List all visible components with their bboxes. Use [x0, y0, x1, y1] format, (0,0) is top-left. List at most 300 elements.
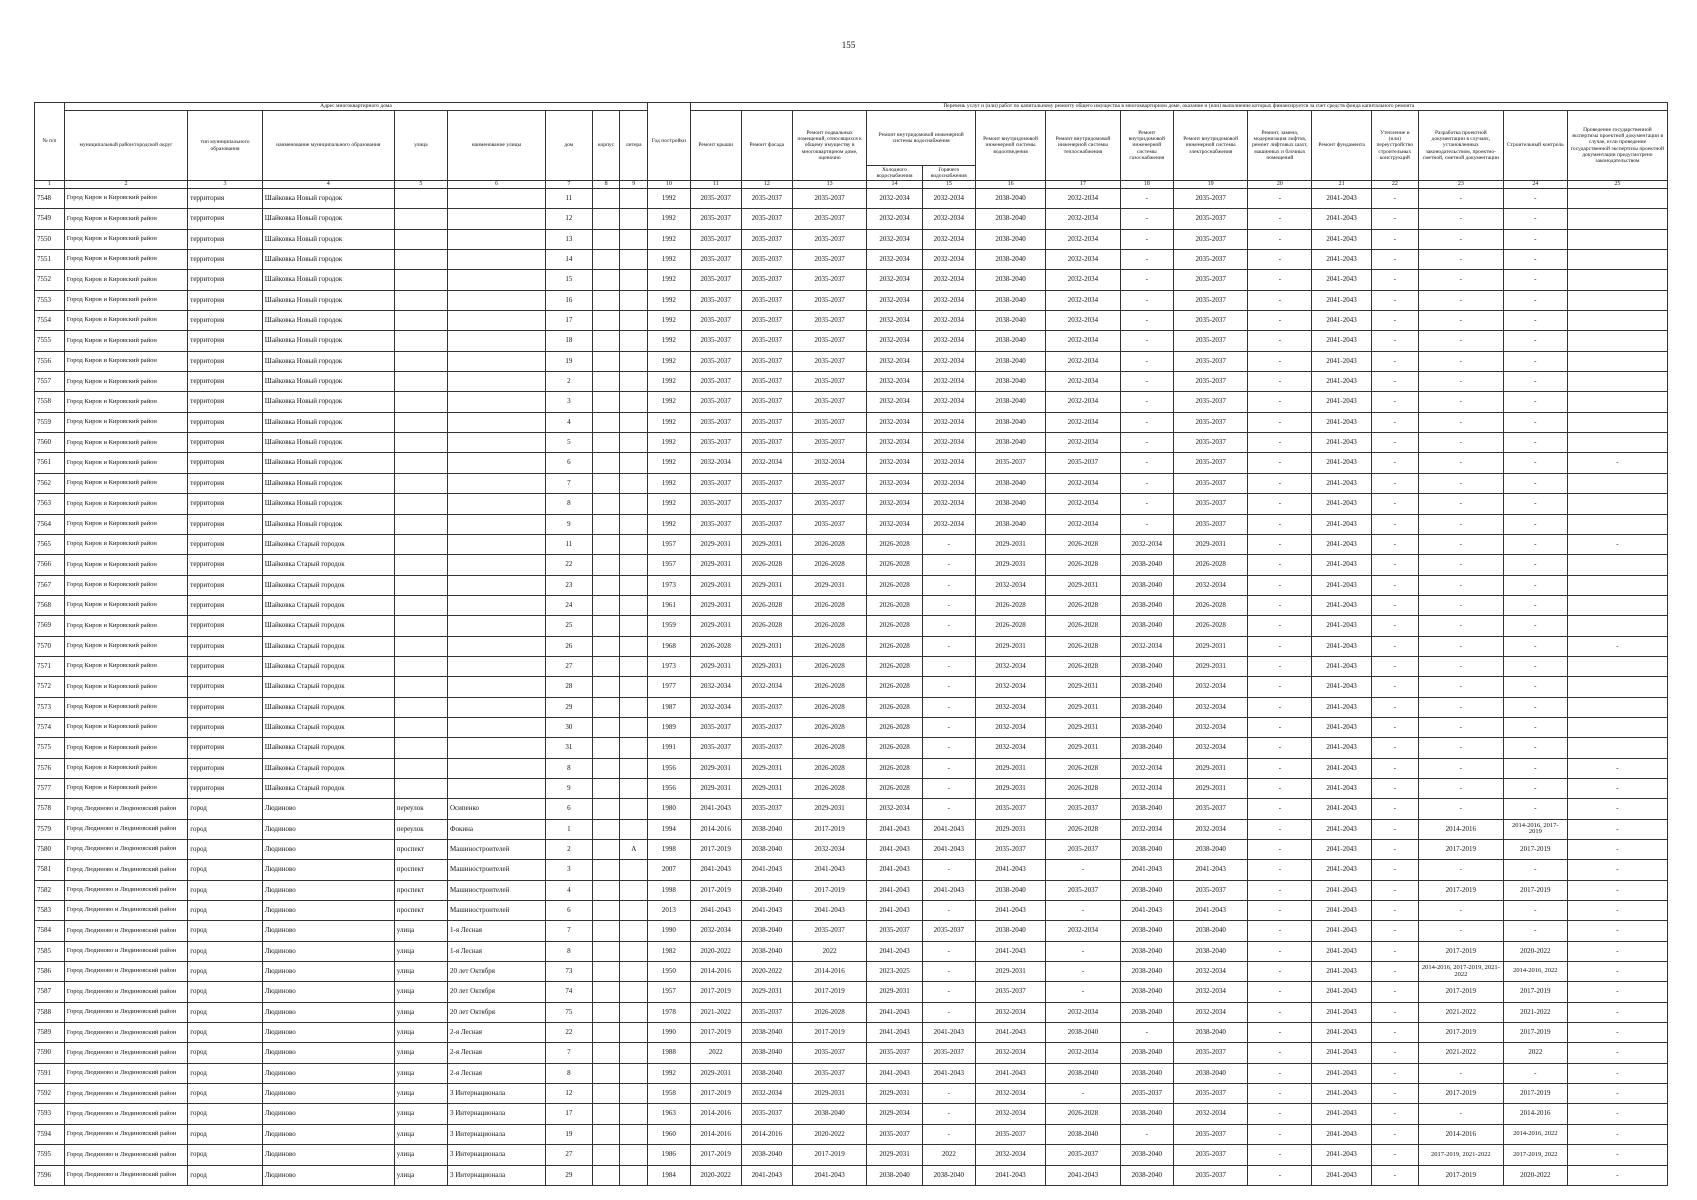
- cell-construction-control: -: [1503, 412, 1567, 432]
- cell-construction-control: -: [1503, 921, 1567, 941]
- cell-design-docs: 2014-2016: [1418, 819, 1503, 839]
- header-address-group: Адрес многоквартирного дома: [64, 103, 647, 111]
- table-row: [35, 575, 1668, 595]
- cell-district: Город Людиново и Людиновский район: [64, 962, 187, 982]
- cell-heat-supply: 2035-2037: [1046, 799, 1121, 819]
- cell-construction-control: 2014-2016, 2022: [1503, 962, 1567, 982]
- cell-insulation: -: [1371, 717, 1418, 737]
- cell-electric-supply: 2035-2037: [1173, 1043, 1248, 1063]
- cell-insulation: -: [1371, 636, 1418, 656]
- cell-design-docs: -: [1418, 575, 1503, 595]
- cell-basement-repair: 2017-2019: [792, 1145, 867, 1165]
- cell-design-docs: -: [1418, 1104, 1503, 1124]
- cell-street-type: [394, 412, 447, 432]
- cell-elevator: -: [1248, 840, 1312, 860]
- cell-mo-type: город: [188, 819, 263, 839]
- cell-litera: [620, 412, 648, 432]
- table-row: [35, 534, 1668, 554]
- cell-street-type: проспект: [394, 901, 447, 921]
- cell-state-expertise: -: [1567, 1165, 1667, 1185]
- cell-mo-type: территория: [188, 494, 263, 514]
- cell-street-name: [447, 372, 545, 392]
- header-house: дом: [545, 111, 592, 181]
- cell-mo-name: Шайковка Новый городок: [262, 250, 394, 270]
- cell-hot-water: 2032-2034: [922, 433, 975, 453]
- table-row: [35, 901, 1668, 921]
- header-district: муниципальный район/городской округ: [64, 111, 187, 181]
- cell-house: 7: [545, 473, 592, 493]
- cell-basement-repair: 2035-2037: [792, 494, 867, 514]
- table-row: [35, 1145, 1668, 1165]
- table-row: [35, 677, 1668, 697]
- cell-mo-name: Шайковка Новый городок: [262, 453, 394, 473]
- cell-house: 17: [545, 311, 592, 331]
- cell-roof-repair: 2029-2031: [690, 534, 741, 554]
- cell-row-num: 7588: [35, 1002, 65, 1022]
- cell-construction-control: -: [1503, 717, 1567, 737]
- cell-facade-repair: 2035-2037: [741, 433, 792, 453]
- cell-insulation: -: [1371, 595, 1418, 615]
- table-row: [35, 189, 1668, 209]
- cell-sewer: 2038-2040: [975, 514, 1045, 534]
- cell-korpus: [592, 1002, 620, 1022]
- cell-facade-repair: 2035-2037: [741, 372, 792, 392]
- cell-year-built: 1958: [648, 1084, 691, 1104]
- cell-design-docs: 2014-2016, 2017-2019, 2021-2022: [1418, 962, 1503, 982]
- cell-house: 17: [545, 1104, 592, 1124]
- cell-korpus: [592, 758, 620, 778]
- cell-foundation: 2041-2043: [1312, 514, 1372, 534]
- cell-street-type: [394, 575, 447, 595]
- cell-design-docs: -: [1418, 534, 1503, 554]
- cell-design-docs: -: [1418, 250, 1503, 270]
- cell-cold-water: 2032-2034: [867, 372, 922, 392]
- cell-sewer: 2038-2040: [975, 473, 1045, 493]
- cell-roof-repair: 2017-2019: [690, 840, 741, 860]
- cell-mo-name: Шайковка Новый городок: [262, 412, 394, 432]
- cell-district: Город Людиново и Людиновский район: [64, 880, 187, 900]
- table-header: [35, 103, 1668, 189]
- cell-district: Город Людиново и Людиновский район: [64, 1124, 187, 1144]
- cell-mo-name: Шайковка Старый городок: [262, 595, 394, 615]
- cell-row-num: 7548: [35, 189, 65, 209]
- cell-street-name: [447, 697, 545, 717]
- cell-foundation: 2041-2043: [1312, 1002, 1372, 1022]
- cell-heat-supply: 2026-2028: [1046, 778, 1121, 798]
- cell-gas-supply: 2038-2040: [1120, 555, 1173, 575]
- cell-year-built: 1992: [648, 412, 691, 432]
- cell-street-type: [394, 229, 447, 249]
- cell-sewer: 2032-2034: [975, 575, 1045, 595]
- cell-design-docs: -: [1418, 290, 1503, 310]
- cell-construction-control: -: [1503, 860, 1567, 880]
- cell-elevator: -: [1248, 1084, 1312, 1104]
- cell-insulation: -: [1371, 941, 1418, 961]
- cell-korpus: [592, 1124, 620, 1144]
- cell-hot-water: 2041-2043: [922, 880, 975, 900]
- cell-mo-name: Шайковка Новый городок: [262, 473, 394, 493]
- cell-district: Город Киров и Кировский район: [64, 270, 187, 290]
- table-row: [35, 697, 1668, 717]
- cell-korpus: [592, 290, 620, 310]
- cell-mo-type: территория: [188, 616, 263, 636]
- cell-gas-supply: -: [1120, 351, 1173, 371]
- cell-mo-type: город: [188, 799, 263, 819]
- cell-design-docs: -: [1418, 494, 1503, 514]
- cell-elevator: -: [1248, 656, 1312, 676]
- cell-heat-supply: 2026-2028: [1046, 1104, 1121, 1124]
- cell-year-built: 1998: [648, 840, 691, 860]
- cell-basement-repair: 2035-2037: [792, 433, 867, 453]
- cell-street-type: [394, 677, 447, 697]
- cell-hot-water: 2032-2034: [922, 331, 975, 351]
- cell-elevator: -: [1248, 697, 1312, 717]
- cell-heat-supply: 2032-2034: [1046, 189, 1121, 209]
- cell-design-docs: -: [1418, 372, 1503, 392]
- cell-house: 19: [545, 351, 592, 371]
- cell-electric-supply: 2035-2037: [1173, 189, 1248, 209]
- cell-construction-control: -: [1503, 758, 1567, 778]
- table-row: [35, 209, 1668, 229]
- cell-foundation: 2041-2043: [1312, 799, 1372, 819]
- cell-construction-control: -: [1503, 534, 1567, 554]
- cell-litera: [620, 514, 648, 534]
- cell-state-expertise: [1567, 290, 1667, 310]
- column-number: 6: [447, 181, 545, 189]
- cell-sewer: 2038-2040: [975, 189, 1045, 209]
- cell-street-name: [447, 412, 545, 432]
- cell-elevator: -: [1248, 636, 1312, 656]
- cell-basement-repair: 2035-2037: [792, 412, 867, 432]
- cell-foundation: 2041-2043: [1312, 595, 1372, 615]
- cell-insulation: -: [1371, 738, 1418, 758]
- cell-heat-supply: 2029-2031: [1046, 575, 1121, 595]
- cell-row-num: 7589: [35, 1023, 65, 1043]
- cell-roof-repair: 2035-2037: [690, 209, 741, 229]
- cell-roof-repair: 2035-2037: [690, 412, 741, 432]
- column-number: 14: [867, 181, 922, 189]
- cell-gas-supply: 2032-2034: [1120, 758, 1173, 778]
- cell-facade-repair: 2029-2031: [741, 636, 792, 656]
- cell-sewer: 2029-2031: [975, 962, 1045, 982]
- cell-state-expertise: -: [1567, 453, 1667, 473]
- cell-mo-type: территория: [188, 351, 263, 371]
- cell-foundation: 2041-2043: [1312, 453, 1372, 473]
- cell-district: Город Людиново и Людиновский район: [64, 1023, 187, 1043]
- cell-gas-supply: 2038-2040: [1120, 677, 1173, 697]
- cell-foundation: 2041-2043: [1312, 392, 1372, 412]
- cell-cold-water: 2026-2028: [867, 738, 922, 758]
- cell-mo-type: территория: [188, 290, 263, 310]
- cell-construction-control: -: [1503, 433, 1567, 453]
- cell-street-name: [447, 717, 545, 737]
- cell-hot-water: -: [922, 962, 975, 982]
- cell-basement-repair: 2020-2022: [792, 1124, 867, 1144]
- header-facade: Ремонт фасада: [741, 111, 792, 181]
- cell-litera: [620, 1063, 648, 1083]
- cell-street-name: Осипенко: [447, 799, 545, 819]
- cell-design-docs: 2017-2019: [1418, 840, 1503, 860]
- cell-roof-repair: 2035-2037: [690, 189, 741, 209]
- cell-foundation: 2041-2043: [1312, 616, 1372, 636]
- cell-basement-repair: 2035-2037: [792, 311, 867, 331]
- cell-house: 5: [545, 433, 592, 453]
- cell-house: 14: [545, 250, 592, 270]
- header-cold-water: Холодного водоснабжения: [867, 166, 922, 181]
- cell-state-expertise: -: [1567, 1002, 1667, 1022]
- cell-house: 26: [545, 636, 592, 656]
- cell-cold-water: 2032-2034: [867, 392, 922, 412]
- cell-sewer: 2032-2034: [975, 1043, 1045, 1063]
- header-num: № п/п: [35, 103, 65, 181]
- cell-gas-supply: -: [1120, 311, 1173, 331]
- cell-street-name: Машиностроителей: [447, 860, 545, 880]
- cell-elevator: -: [1248, 717, 1312, 737]
- cell-basement-repair: 2041-2043: [792, 901, 867, 921]
- cell-design-docs: 2017-2019, 2021-2022: [1418, 1145, 1503, 1165]
- table-row: [35, 1084, 1668, 1104]
- cell-year-built: 1960: [648, 1124, 691, 1144]
- cell-basement-repair: 2026-2028: [792, 534, 867, 554]
- cell-foundation: 2041-2043: [1312, 290, 1372, 310]
- cell-electric-supply: 2035-2037: [1173, 290, 1248, 310]
- cell-design-docs: -: [1418, 1063, 1503, 1083]
- cell-design-docs: -: [1418, 778, 1503, 798]
- cell-street-name: Машиностроителей: [447, 901, 545, 921]
- cell-state-expertise: [1567, 555, 1667, 575]
- cell-roof-repair: 2017-2019: [690, 982, 741, 1002]
- cell-row-num: 7594: [35, 1124, 65, 1144]
- cell-construction-control: -: [1503, 636, 1567, 656]
- cell-electric-supply: 2032-2034: [1173, 697, 1248, 717]
- cell-district: Город Киров и Кировский район: [64, 555, 187, 575]
- cell-facade-repair: 2038-2040: [741, 880, 792, 900]
- cell-cold-water: 2041-2043: [867, 901, 922, 921]
- cell-construction-control: 2014-2016, 2017-2019: [1503, 819, 1567, 839]
- cell-basement-repair: 2035-2037: [792, 921, 867, 941]
- cell-row-num: 7585: [35, 941, 65, 961]
- cell-electric-supply: 2029-2031: [1173, 636, 1248, 656]
- cell-house: 4: [545, 412, 592, 432]
- cell-row-num: 7550: [35, 229, 65, 249]
- cell-district: Город Киров и Кировский район: [64, 250, 187, 270]
- cell-electric-supply: 2035-2037: [1173, 1165, 1248, 1185]
- cell-foundation: 2041-2043: [1312, 494, 1372, 514]
- cell-state-expertise: -: [1567, 819, 1667, 839]
- cell-elevator: -: [1248, 982, 1312, 1002]
- cell-construction-control: 2017-2019: [1503, 1084, 1567, 1104]
- table-row: [35, 656, 1668, 676]
- cell-basement-repair: 2026-2028: [792, 738, 867, 758]
- cell-litera: [620, 921, 648, 941]
- cell-street-type: переулок: [394, 819, 447, 839]
- cell-korpus: [592, 1023, 620, 1043]
- cell-street-type: [394, 738, 447, 758]
- cell-district: Город Людиново и Людиновский район: [64, 1043, 187, 1063]
- cell-hot-water: 2032-2034: [922, 351, 975, 371]
- cell-year-built: 1992: [648, 1063, 691, 1083]
- cell-heat-supply: 2032-2034: [1046, 412, 1121, 432]
- cell-construction-control: -: [1503, 494, 1567, 514]
- cell-foundation: 2041-2043: [1312, 778, 1372, 798]
- cell-year-built: 1988: [648, 1043, 691, 1063]
- cell-house: 6: [545, 799, 592, 819]
- cell-electric-supply: 2035-2037: [1173, 372, 1248, 392]
- cell-basement-repair: 2035-2037: [792, 392, 867, 412]
- cell-hot-water: -: [922, 778, 975, 798]
- cell-insulation: -: [1371, 514, 1418, 534]
- cell-row-num: 7587: [35, 982, 65, 1002]
- cell-heat-supply: 2032-2034: [1046, 270, 1121, 290]
- cell-street-type: [394, 433, 447, 453]
- cell-street-name: 3 Интернационала: [447, 1145, 545, 1165]
- cell-foundation: 2041-2043: [1312, 941, 1372, 961]
- table-row: [35, 616, 1668, 636]
- cell-elevator: -: [1248, 1002, 1312, 1022]
- cell-basement-repair: 2026-2028: [792, 1002, 867, 1022]
- cell-state-expertise: [1567, 351, 1667, 371]
- cell-sewer: 2041-2043: [975, 860, 1045, 880]
- cell-elevator: -: [1248, 392, 1312, 412]
- cell-heat-supply: 2032-2034: [1046, 290, 1121, 310]
- cell-house: 25: [545, 616, 592, 636]
- cell-foundation: 2041-2043: [1312, 1043, 1372, 1063]
- cell-row-num: 7592: [35, 1084, 65, 1104]
- cell-street-name: [447, 758, 545, 778]
- cell-hot-water: 2032-2034: [922, 270, 975, 290]
- cell-electric-supply: 2035-2037: [1173, 1124, 1248, 1144]
- cell-elevator: -: [1248, 880, 1312, 900]
- cell-facade-repair: 2035-2037: [741, 270, 792, 290]
- cell-row-num: 7577: [35, 778, 65, 798]
- cell-sewer: 2038-2040: [975, 351, 1045, 371]
- cell-roof-repair: 2032-2034: [690, 921, 741, 941]
- cell-litera: [620, 1002, 648, 1022]
- cell-sewer: 2026-2028: [975, 616, 1045, 636]
- cell-cold-water: 2026-2028: [867, 778, 922, 798]
- column-number: 25: [1567, 181, 1667, 189]
- cell-design-docs: 2017-2019: [1418, 1084, 1503, 1104]
- cell-street-type: [394, 473, 447, 493]
- cell-design-docs: -: [1418, 331, 1503, 351]
- cell-mo-type: территория: [188, 778, 263, 798]
- cell-street-type: [394, 697, 447, 717]
- cell-house: 74: [545, 982, 592, 1002]
- cell-insulation: -: [1371, 1104, 1418, 1124]
- cell-sewer: 2038-2040: [975, 880, 1045, 900]
- cell-roof-repair: 2035-2037: [690, 311, 741, 331]
- cell-design-docs: -: [1418, 453, 1503, 473]
- cell-year-built: 1992: [648, 189, 691, 209]
- cell-sewer: 2032-2034: [975, 656, 1045, 676]
- cell-basement-repair: 2035-2037: [792, 372, 867, 392]
- cell-mo-type: город: [188, 1084, 263, 1104]
- cell-heat-supply: 2038-2040: [1046, 1124, 1121, 1144]
- cell-foundation: 2041-2043: [1312, 250, 1372, 270]
- cell-cold-water: 2023-2025: [867, 962, 922, 982]
- cell-litera: [620, 1145, 648, 1165]
- cell-district: Город Киров и Кировский район: [64, 473, 187, 493]
- cell-house: 1: [545, 819, 592, 839]
- cell-facade-repair: 2029-2031: [741, 534, 792, 554]
- cell-mo-name: Шайковка Старый городок: [262, 555, 394, 575]
- cell-roof-repair: 2029-2031: [690, 595, 741, 615]
- cell-district: Город Киров и Кировский район: [64, 778, 187, 798]
- cell-facade-repair: 2029-2031: [741, 758, 792, 778]
- cell-hot-water: -: [922, 677, 975, 697]
- cell-mo-type: территория: [188, 738, 263, 758]
- cell-state-expertise: [1567, 392, 1667, 412]
- cell-gas-supply: 2038-2040: [1120, 1063, 1173, 1083]
- cell-basement-repair: 2038-2040: [792, 1104, 867, 1124]
- cell-cold-water: 2035-2037: [867, 1043, 922, 1063]
- cell-state-expertise: -: [1567, 1084, 1667, 1104]
- cell-state-expertise: [1567, 189, 1667, 209]
- column-number: 1: [35, 181, 65, 189]
- cell-electric-supply: 2032-2034: [1173, 1002, 1248, 1022]
- cell-street-name: 3 Интернационала: [447, 1084, 545, 1104]
- cell-insulation: -: [1371, 758, 1418, 778]
- cell-state-expertise: -: [1567, 901, 1667, 921]
- table-row: [35, 1043, 1668, 1063]
- cell-electric-supply: 2035-2037: [1173, 1145, 1248, 1165]
- cell-elevator: -: [1248, 1063, 1312, 1083]
- cell-litera: [620, 819, 648, 839]
- cell-electric-supply: 2038-2040: [1173, 840, 1248, 860]
- cell-street-name: [447, 677, 545, 697]
- cell-street-name: 2-я Лесная: [447, 1063, 545, 1083]
- cell-construction-control: -: [1503, 799, 1567, 819]
- cell-heat-supply: 2032-2034: [1046, 473, 1121, 493]
- column-number: 17: [1046, 181, 1121, 189]
- cell-house: 12: [545, 1084, 592, 1104]
- cell-district: Город Киров и Кировский район: [64, 433, 187, 453]
- cell-construction-control: -: [1503, 901, 1567, 921]
- cell-facade-repair: 2041-2043: [741, 860, 792, 880]
- cell-sewer: 2035-2037: [975, 453, 1045, 473]
- cell-street-type: улица: [394, 1145, 447, 1165]
- cell-korpus: [592, 270, 620, 290]
- column-number: 8: [592, 181, 620, 189]
- cell-foundation: 2041-2043: [1312, 860, 1372, 880]
- cell-litera: [620, 290, 648, 310]
- cell-heat-supply: 2029-2031: [1046, 717, 1121, 737]
- cell-roof-repair: 2017-2019: [690, 1084, 741, 1104]
- cell-street-type: [394, 514, 447, 534]
- cell-heat-supply: 2032-2034: [1046, 1002, 1121, 1022]
- cell-street-name: [447, 616, 545, 636]
- cell-insulation: -: [1371, 778, 1418, 798]
- cell-gas-supply: -: [1120, 1023, 1173, 1043]
- cell-heat-supply: 2026-2028: [1046, 595, 1121, 615]
- cell-roof-repair: 2032-2034: [690, 697, 741, 717]
- cell-construction-control: -: [1503, 738, 1567, 758]
- cell-heat-supply: 2029-2031: [1046, 677, 1121, 697]
- cell-street-type: [394, 494, 447, 514]
- cell-litera: [620, 209, 648, 229]
- cell-construction-control: -: [1503, 514, 1567, 534]
- cell-row-num: 7578: [35, 799, 65, 819]
- cell-heat-supply: 2035-2037: [1046, 880, 1121, 900]
- cell-korpus: [592, 697, 620, 717]
- cell-foundation: 2041-2043: [1312, 656, 1372, 676]
- cell-litera: [620, 433, 648, 453]
- header-basement: Ремонт подвальных помещений, относящихся к общему имуществу в многоквартирном доме, оценочно: [792, 111, 867, 181]
- cell-korpus: [592, 555, 620, 575]
- cell-cold-water: 2032-2034: [867, 250, 922, 270]
- cell-mo-type: город: [188, 921, 263, 941]
- cell-street-name: [447, 778, 545, 798]
